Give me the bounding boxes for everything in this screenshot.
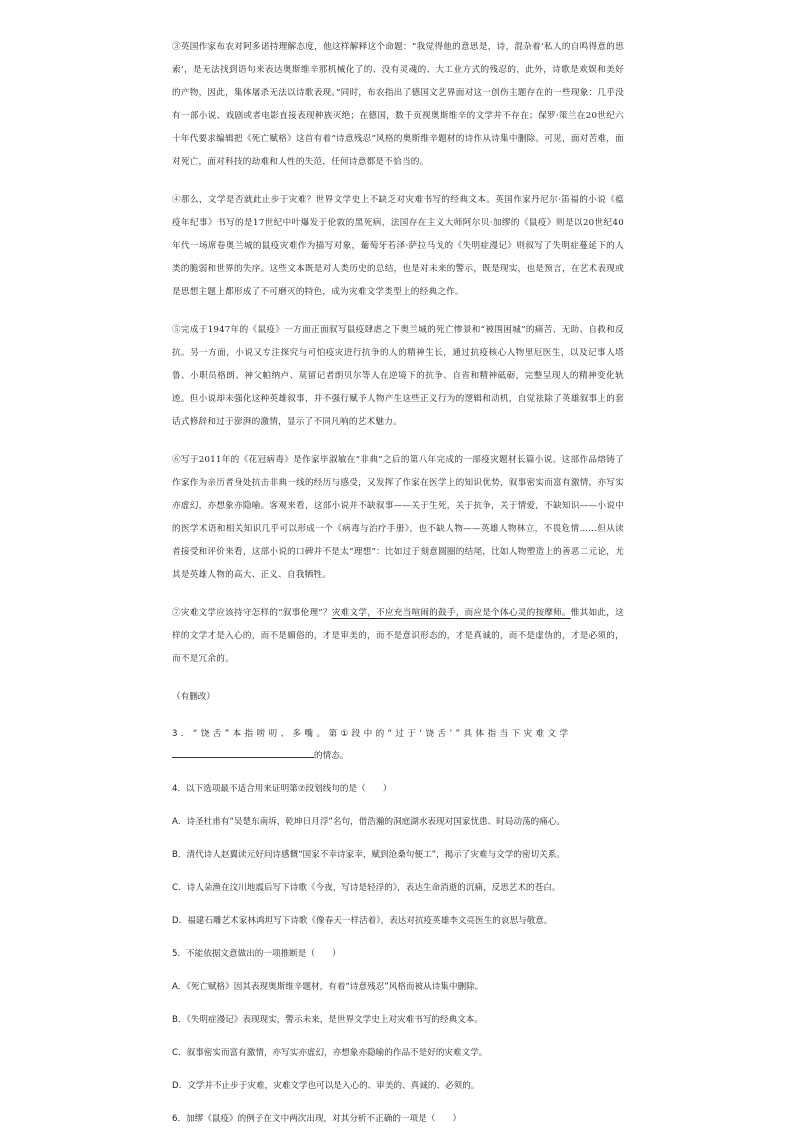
question-5 — [172, 943, 624, 1097]
question-4-stem: 4．以下选项最不适合用来证明第⑦段划线句的是（ ） — [172, 784, 392, 794]
question-5-option-a[interactable]: A．《死亡赋格》因其表现奥斯维辛题材，有着“诗意残忍”风格而被从诗集中删除。 — [172, 982, 484, 992]
question-4-option-d[interactable]: D．福建石雕艺术家林鸿坦写下诗歌《像春天一样活着》，表达对抗疫英雄李文亮医生的哀思与敬意。 — [172, 916, 553, 926]
paragraph-7 — [172, 602, 624, 671]
question-5-option-d[interactable]: D．文学并不止步于灾难，灾难文学也可以是入心的、审美的、真诚的、必须的。 — [172, 1081, 480, 1091]
question-3-answer-line — [172, 745, 624, 767]
paragraph-7-rest: 惟其如此，这样的文学才是入心的，而不是媚俗的，才是审美的，而不是意识形态的，才是真诚的，而不是虚伪的，才是必须的，而不是冗余的。 — [172, 608, 624, 664]
source-note: （有删改） — [172, 692, 215, 702]
paragraph-3: ③英国作家布农对阿多诺持理解态度，他这样解释这个命题：“我觉得他的意思是，诗，混杂着‘私人的自鸣得意的思索’，是无法找到语句来表达奥斯维辛那机械化了的、没有灵魂的、大工业方式的残忍的，此外，诗歌是欢娱和美好的产物，因此，集体屠杀无法以诗歌表现。”同时，布农指出了德国文艺界面对这一创伤主题存在的一些现象：几乎没有一部小说、戏剧或者电影直接表现种族灭绝；在德国，数千页视奥斯维辛的文学并不存在；保罗·策兰在20世纪六十年代要求编辑把《死亡赋格》这首有着“诗意残忍”风格的奥斯维辛题材的诗作从诗集中删除。可见，面对苦难，面对死亡，面对科技的劫难和人性的失范，任何诗意都是不恰当的。 — [172, 42, 624, 167]
question-4-option-a[interactable]: A．诗圣杜甫有“吴楚东南坼，乾坤日月浮”名句，借浩瀚的洞庭湖水表现对国家忧患、时局动荡的痛心。 — [172, 817, 565, 827]
question-3 — [172, 723, 624, 767]
answer-blank[interactable] — [172, 745, 314, 758]
question-4-option-c[interactable]: C．诗人朵渔在汶川地震后写下诗歌《今夜，写诗是轻浮的》，表达生命消逝的沉痛，反思艺术的苍白。 — [172, 883, 561, 893]
underlined-sentence: 灾难文学，不应充当喧闹的鼓手，而应是个体心灵的按摩师。 — [331, 608, 571, 618]
paragraph-4: ④那么，文学是否就此止步于灾难？世界文学史上不缺乏对灾难书写的经典文本。英国作家丹尼尔·笛福的小说《瘟疫年纪事》书写的是17世纪中叶爆发于伦敦的黑死病，法国存在主义大师阿尔贝·加缪的《鼠疫》则是以20世纪40年代一场席卷奥兰城的鼠疫灾难作为描写对象，葡萄牙若泽·萨拉马戈的《失明症漫记》则叙写了失明症蔓延下的人类的脆弱和世界的失序。这些文本既是对人类历史的总结，也是对未来的警示，既是现实，也是预言，在艺术表现或是思想主题上都形成了不可磨灭的特色，成为灾难文学类型上的经典之作。 — [172, 195, 624, 297]
paragraph-6: ⑥写于2011年的《花冠病毒》是作家毕淑敏在“非典”之后的第八年完成的一部疫灾题材长篇小说。这部作品熔铸了作家作为亲历者身处抗击非典一线的经历与感受，又发挥了作家在医学上的知识优势，叙事密实而富有激情，亦写实亦虚幻，亦想象亦隐喻。客观来看，这部小说并不缺叙事——关于生死，关于抗争，关于情爱，不缺知识——小说中的医学术语和相关知识几乎可以形成一个《病毒与治疗手册》，也不缺人物——英雄人物林立，不畏危情……但从读者接受和评价来看，这部小说的口碑并不是太“理想”：比如过于刻意圆圈的结尾，比如人物塑造上的善恶二元论，尤其是英雄人物的高大、正义、自我牺牲。 — [172, 455, 624, 580]
document-page — [172, 36, 624, 1130]
question-6-stem: 6．加缪《鼠疫》的例子在文中两次出现，对其分析不正确的一项是（ ） — [172, 1114, 462, 1124]
paragraph-5: ⑤完成于1947年的《鼠疫》一方面正面叙写鼠疫肆虐之下奥兰城的死亡惨景和“被围困城”的痛苦、无助、自救和反抗。另一方面，小说又专注探究与可怕疫灾进行抗争的人的精神生长，通过抗疫核心人物里厄医生，以及记事人塔鲁、小职员格朗、神父帕纳卢、莫留记者朗贝尔等人在逆境下的抗争、自省和精神砥砺，完整呈现人的精神变化轨迹。但小说却未强化这种英雄叙事，并不强行赋予人物产生这些正义行为的逻辑和动机，自觉祛除了英雄叙事上的套话式修辞和过于澎湃的激情，显示了不同凡响的艺术魅力。 — [172, 325, 624, 427]
question-5-option-b[interactable]: B．《失明症漫记》表现现实，警示未来，是世界文学史上对灾难书写的经典文本。 — [172, 1015, 483, 1025]
question-5-option-c[interactable]: C．叙事密实而富有激情，亦写实亦虚幻，亦想象亦隐喻的作品不是好的灾难文学。 — [172, 1048, 488, 1058]
question-5-stem: 5．不能依据文意做出的一项推断是（ ） — [172, 949, 341, 959]
question-4-option-b[interactable]: B．清代诗人赵翼读元好问诗感慨“国家不幸诗家幸，赋到沧桑句便工”，揭示了灾难与文学的密切关系。 — [172, 850, 565, 860]
paragraph-7-lead: ⑦灾难文学应该持守怎样的“叙事伦理”？ — [172, 608, 332, 618]
question-6 — [172, 1108, 624, 1130]
question-3-text: 3．“饶舌”本指唠叨、多嘴。第①段中的“过于‘饶舌’”具体指当下灾难文学 — [172, 729, 572, 739]
question-3-tail: 的情态。 — [314, 751, 349, 761]
question-4 — [172, 778, 624, 932]
